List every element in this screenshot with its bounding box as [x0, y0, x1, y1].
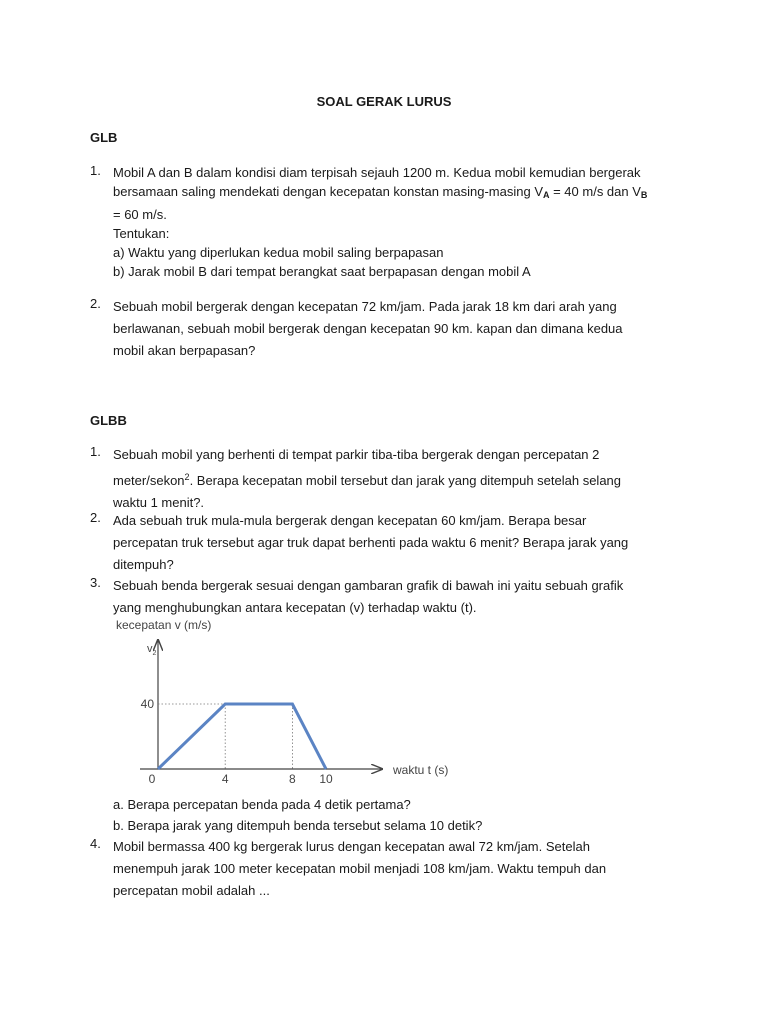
question-subpart-b: b) Jarak mobil B dari tempat berangkat saat berpapasan dengan mobil A [113, 264, 531, 279]
question-text-line: waktu 1 menit?. [113, 495, 205, 510]
section-heading-glbb: GLBB [90, 413, 127, 428]
glbb-question-3-subparts [90, 794, 690, 836]
chart-x-ticks [149, 772, 333, 786]
question-text-line: = 60 m/s. [113, 207, 167, 222]
question-subpart-a: a. Berapa percepatan benda pada 4 detik pertama? [113, 797, 411, 812]
glbb-question-2 [90, 510, 690, 576]
chart-guide-lines [158, 704, 292, 769]
question-number: 3. [90, 575, 101, 590]
question-text-line: ditempuh? [113, 557, 174, 572]
question-text-line: menempuh jarak 100 meter kecepatan mobil menjadi 108 km/jam. Waktu tempuh dan [113, 861, 607, 876]
question-number: 2. [90, 296, 101, 311]
question-subpart-b: b. Berapa jarak yang ditempuh benda tersebut selama 10 detik? [113, 818, 483, 833]
chart-x-tick-label: 0 [148, 772, 156, 786]
glb-question-1 [90, 163, 690, 281]
chart-y-tick-label: 40 [140, 697, 154, 711]
question-text-line: Tentukan: [113, 226, 170, 241]
question-text-line: bersamaan saling mendekati dengan kecepatan konstan masing-masing $V_A = 40$ m/s dan $V_B$ [113, 184, 648, 200]
question-text-line: berlawanan, sebuah mobil bergerak dengan kecepatan 90 km. kapan dan dimana kedua [113, 321, 623, 336]
question-text-line: percepatan truk tersebut agar truk dapat berhenti pada waktu 6 menit? Berapa jarak yang [113, 535, 629, 550]
glbb-question-4 [90, 836, 690, 902]
question-number: 1. [90, 163, 101, 178]
chart-x-axis-title: waktu t (s) [393, 763, 449, 777]
chart-y-ticks [141, 697, 155, 711]
question-number: 4. [90, 836, 101, 851]
chart-series-line [158, 704, 326, 769]
velocity-time-chart [110, 612, 470, 792]
question-text-line: mobil akan berpapasan? [113, 343, 256, 358]
question-text-line: Sebuah mobil yang berhenti di tempat parkir tiba-tiba bergerak dengan percepatan 2 [113, 447, 600, 462]
question-text-line: Mobil A dan B dalam kondisi diam terpisah sejauh 1200 m. Kedua mobil kemudian bergerak [113, 165, 641, 180]
glb-question-2 [90, 296, 690, 362]
chart-y-axis-title: kecepatan v (m/s) [116, 618, 212, 632]
question-text-line: Mobil bermassa 400 kg bergerak lurus dengan kecepatan awal 72 km/jam. Setelah [113, 839, 590, 854]
document-title: SOAL GERAK LURUS [316, 94, 452, 109]
question-subpart-a: a) Waktu yang diperlukan kedua mobil saling berpapasan [113, 245, 444, 260]
question-text-line: percepatan mobil adalah ... [113, 883, 270, 898]
question-text-line: meter/sekon$^2$. Berapa kecepatan mobil tersebut dan jarak yang ditempuh setelah selang [113, 472, 622, 488]
chart-x-tick-label: 4 [221, 772, 229, 786]
section-heading-glb: GLB [90, 130, 118, 145]
glbb-question-1 [90, 444, 690, 514]
chart-y-axis-symbol: $v_2$ [147, 643, 157, 657]
chart-x-tick-label: 8 [289, 772, 296, 786]
question-text-line: Ada sebuah truk mula-mula bergerak dengan kecepatan 60 km/jam. Berapa besar [113, 513, 587, 528]
question-text-line: yang menghubungkan antara kecepatan (v) terhadap waktu (t). [113, 600, 477, 615]
question-text-line: Sebuah mobil bergerak dengan kecepatan 72 km/jam. Pada jarak 18 km dari arah yang [113, 299, 617, 314]
question-text-line: Sebuah benda bergerak sesuai dengan gambaran grafik di bawah ini yaitu sebuah grafik [113, 578, 624, 593]
question-number: 1. [90, 444, 101, 459]
question-number: 2. [90, 510, 101, 525]
chart-x-tick-label: 10 [319, 772, 333, 786]
